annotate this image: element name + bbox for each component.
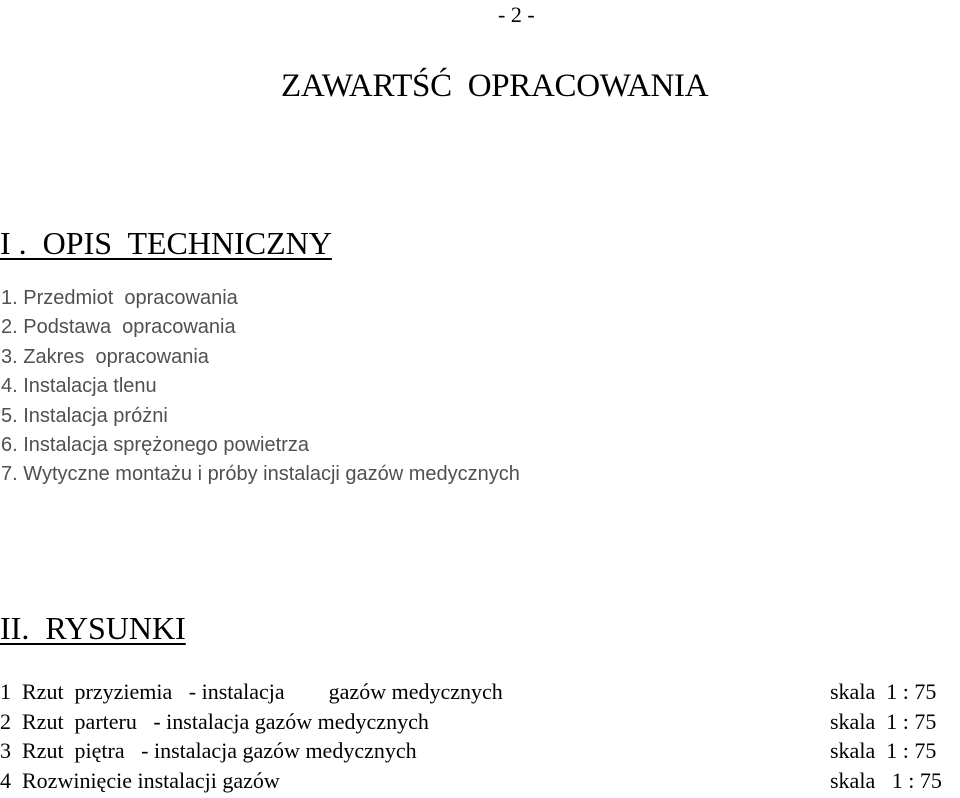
- list-item: 5. Instalacja próżni: [1, 404, 168, 427]
- list-item: 6. Instalacja sprężonego powietrza: [1, 433, 309, 456]
- list-item: 4. Instalacja tlenu: [1, 375, 157, 398]
- page-number: - 2 -: [498, 2, 535, 27]
- drawing-description: 1 Rzut przyziemia - instalacja gazów medycznych: [0, 679, 503, 704]
- list-item: 1. Przedmiot opracowania: [1, 287, 238, 309]
- list-item: 2. Podstawa opracowania: [1, 316, 236, 339]
- list-item: 7. Wytyczne montażu i próby instalacji gazów medycznych: [1, 463, 520, 486]
- drawings-table: [0, 677, 960, 795]
- table-row: [0, 736, 960, 766]
- drawing-description: 2 Rzut parteru - instalacja gazów medycznych: [0, 708, 429, 734]
- section-heading-drawings: II. RYSUNKI: [0, 610, 186, 646]
- table-row: [0, 677, 960, 707]
- drawing-scale: skala 1 : 75: [830, 708, 937, 734]
- section-heading-technical-description: I . OPIS TECHNICZNY: [0, 225, 332, 261]
- drawing-scale: skala 1 : 75: [830, 767, 942, 793]
- list-item: 3. Zakres opracowania: [1, 345, 209, 368]
- drawing-description: 4 Rozwinięcie instalacji gazów: [0, 767, 280, 793]
- table-row: [0, 766, 960, 796]
- drawing-scale: skala 1 : 75: [830, 738, 937, 763]
- drawing-description: 3 Rzut piętra - instalacja gazów medycznych: [0, 738, 417, 763]
- drawing-scale: skala 1 : 75: [830, 679, 937, 704]
- document-title: ZAWARTŚĆ OPRACOWANIA: [281, 68, 709, 104]
- table-row: [0, 707, 960, 737]
- technical-description-list: [1, 284, 520, 490]
